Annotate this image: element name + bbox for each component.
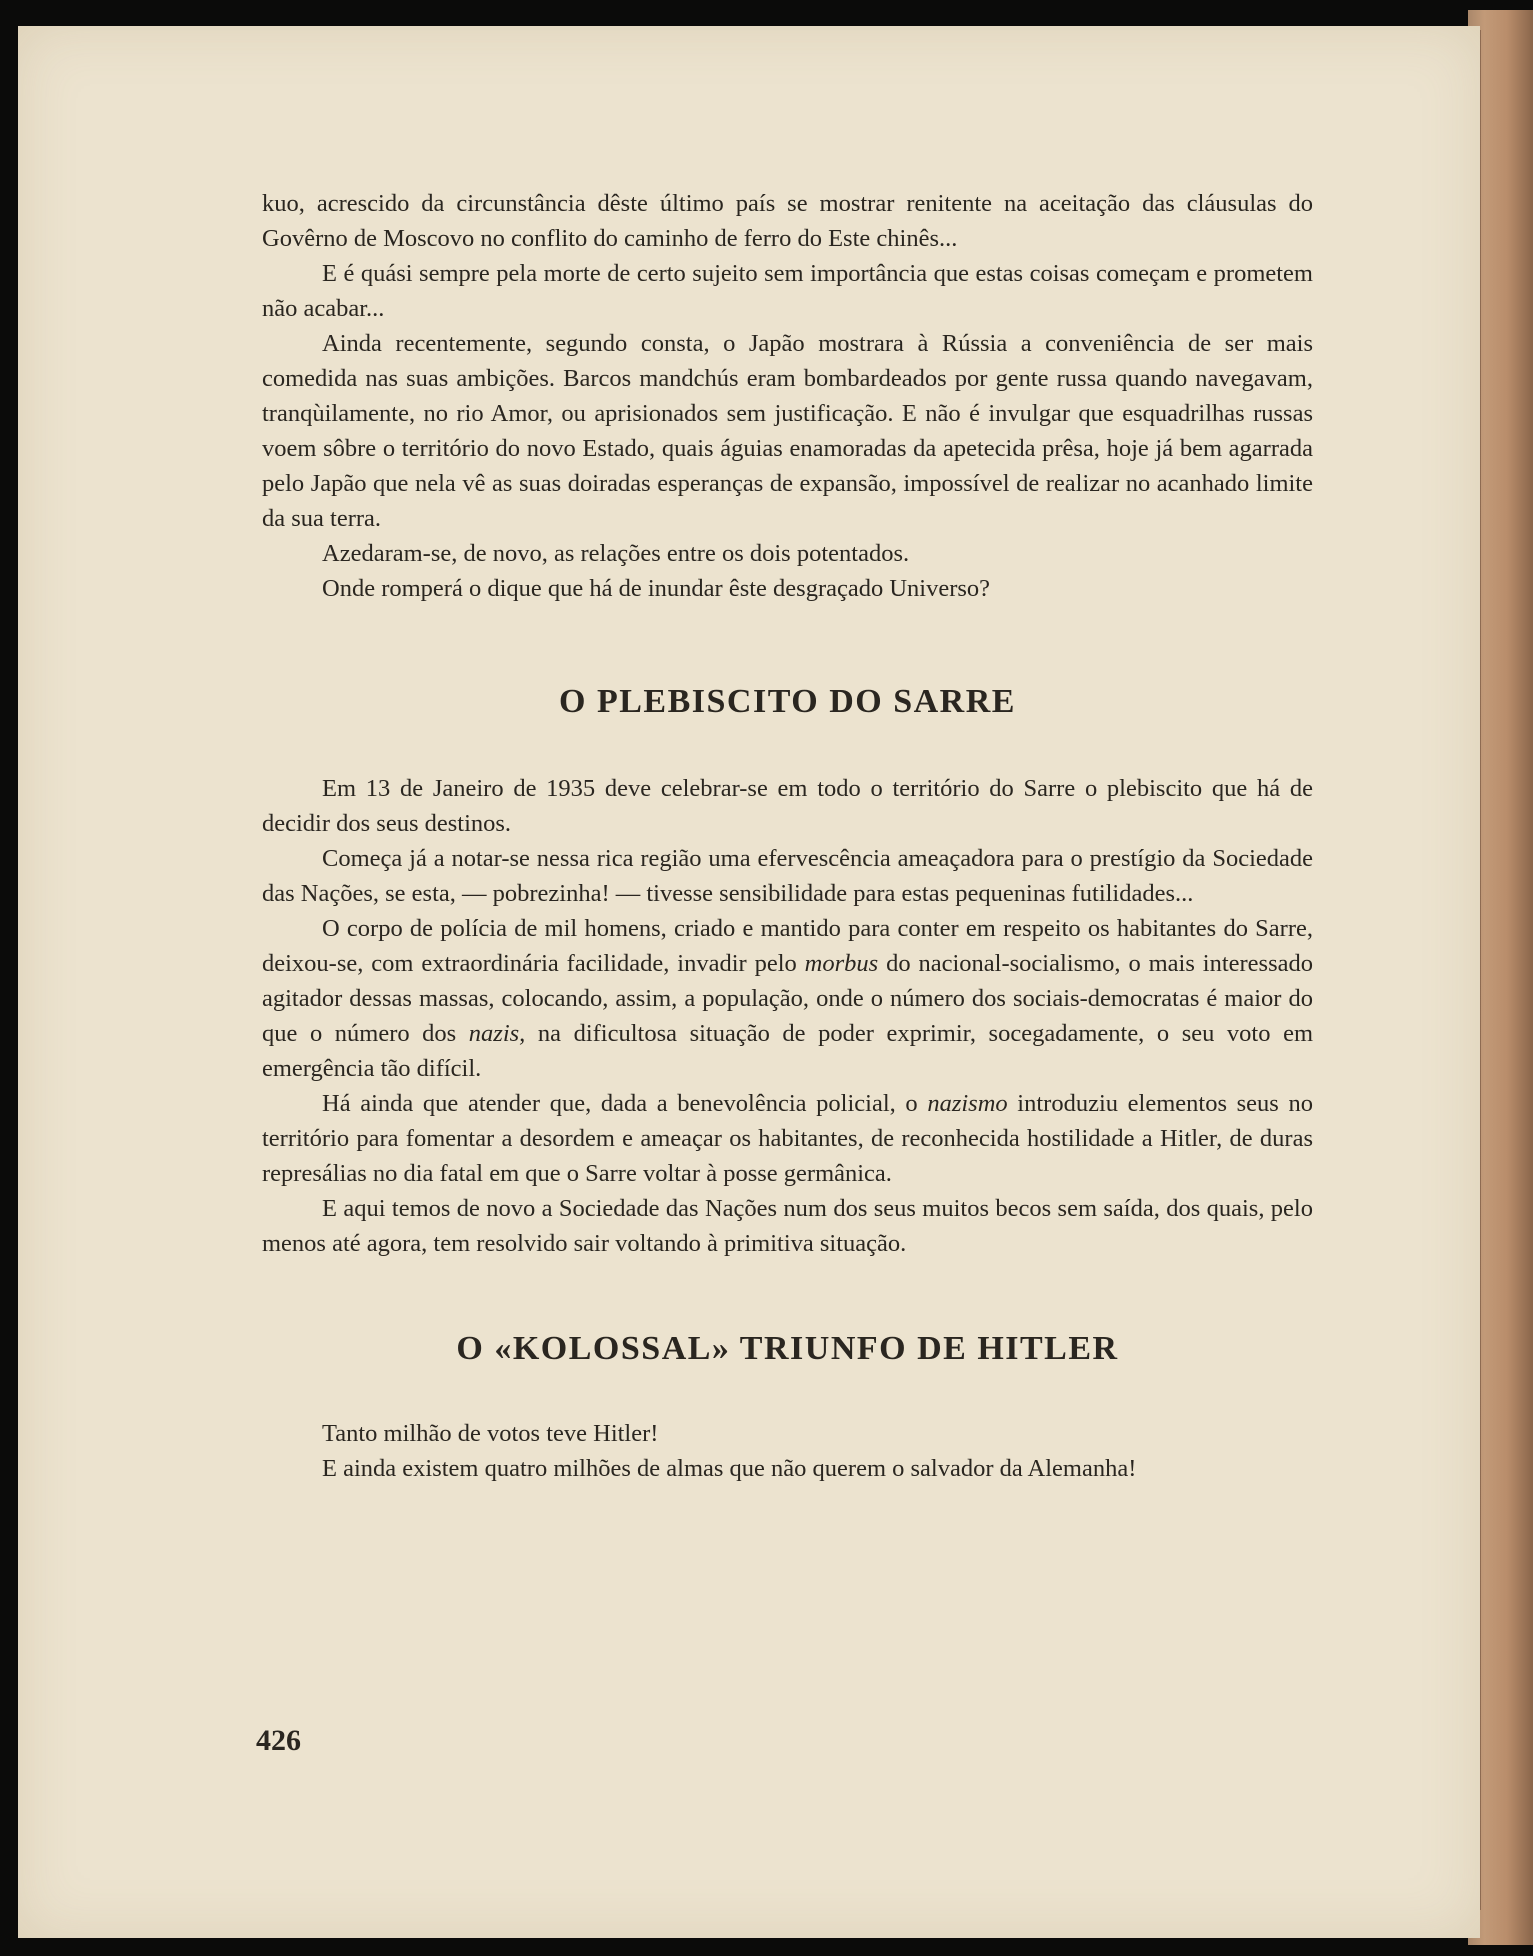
sarre-p4-italic-nazismo: nazismo (927, 1090, 1008, 1117)
sarre-p3-italic-morbus: morbus (804, 950, 879, 977)
sarre-p3-text-b: do nacional-socialismo, o mais interessado agitador dessas massas, colocando, assim, a população, onde o número dos sociais-democratas é maior do que o número dos (262, 950, 1313, 1047)
intro-paragraph-4: Azedaram-se, de novo, as relações entre os dois potentados. (322, 540, 910, 567)
intro-paragraph-2: E é quási sempre pela morte de certo sujeito sem importância que estas coisas começam e prometem não acabar... (262, 260, 1313, 322)
hitler-paragraph-1: Tanto milhão de votos teve Hitler! (322, 1420, 659, 1447)
sarre-p4-text-a: Há ainda que atender que, dada a benevolência policial, o (322, 1090, 928, 1117)
sarre-p3-text-c: na dificultosa situação de poder exprimir, socegadamente, o seu voto em emergência tão difícil. (262, 1020, 1313, 1082)
sarre-paragraph-4 (262, 1086, 1313, 1191)
sarre-p4-text-b: introduziu elementos seus no território para fomentar a desordem e ameaçar os habitantes, de reconhecida hostilidade a Hitler, de duras represálias no dia fatal em que o Sarre voltar à posse germânica. (262, 1090, 1313, 1187)
section-title-hitler: O «KOLOSSAL» TRIUNFO DE HITLER (456, 1330, 1119, 1367)
intro-paragraph-5: Onde romperá o dique que há de inundar êste desgraçado Universo? (322, 575, 991, 602)
sarre-paragraph-5: E aqui temos de novo a Sociedade das Nações num dos seus muitos becos sem saída, dos quais, pelo menos até agora, tem resolvido sair voltando à primitiva situação. (262, 1195, 1313, 1257)
page-text-block (262, 186, 1313, 1486)
sarre-paragraph-1: Em 13 de Janeiro de 1935 deve celebrar-se em todo o território do Sarre o plebiscito que há de decidir dos seus destinos. (262, 775, 1313, 837)
page-number: 426 (256, 1724, 301, 1757)
section-title-sarre: O PLEBISCITO DO SARRE (559, 683, 1016, 720)
hitler-paragraph-2: E ainda existem quatro milhões de almas que não querem o salvador da Alemanha! (322, 1455, 1137, 1482)
intro-paragraph-1: kuo, acrescido da circunstância dêste último país se mostrar renitente na aceitação das cláusulas do Govêrno de Moscovo no conflito do caminho de ferro do Este chinês... (262, 190, 1313, 252)
sarre-paragraph-2: Começa já a notar-se nessa rica região uma efervescência ameaçadora para o prestígio da Sociedade das Nações, se esta, — pobrezinha! — tivesse sensibilidade para estas pequeninas futilidades... (262, 845, 1313, 907)
sarre-p3-text-a: O corpo de polícia de mil homens, criado e mantido para conter em respeito os habitantes do Sarre, deixou-se, com extraordinária facilidade, invadir pelo (262, 915, 1313, 977)
intro-paragraph-3: Ainda recentemente, segundo consta, o Japão mostrara à Rússia a conveniência de ser mais comedida nas suas ambições. Barcos mandchús eram bombardeados por gente russa quando navegavam, tranqùilamente, no rio Amor, ou aprisionados sem justificação. E não é invulgar que esquadrilhas russas voem sôbre o território do novo Estado, quais águias enamoradas da apetecida prêsa, hoje já bem agarrada pelo Japão que nela vê as suas doiradas esperanças de expansão, impossível de realizar no acanhado limite da sua terra. (262, 330, 1313, 532)
sarre-p3-italic-nazis: nazis, (468, 1020, 526, 1047)
sarre-paragraph-3 (262, 911, 1313, 1086)
